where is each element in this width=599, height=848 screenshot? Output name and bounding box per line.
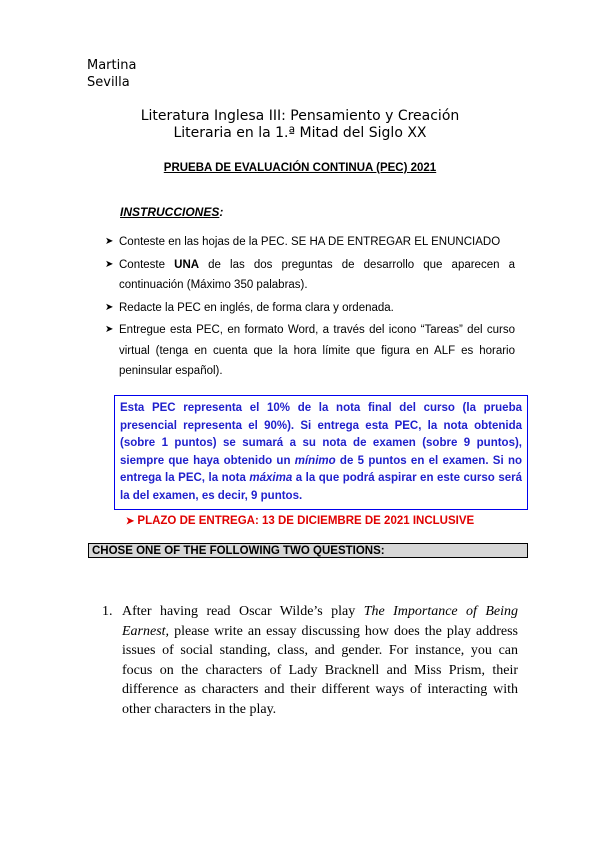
course-title-line1: Literatura Inglesa III: Pensamiento y Creación [140, 108, 460, 124]
course-title [60, 108, 540, 142]
instructions-heading-label: INSTRUCCIONES [120, 205, 220, 219]
notice-emphasis-maxima: máxima [249, 472, 293, 484]
deadline-text: PLAZO DE ENTREGA: 13 DE DICIEMBRE DE 2021 INCLUSIVE [137, 515, 475, 527]
instruction-item [105, 255, 515, 296]
instruction-text-pre: Conteste [119, 258, 175, 271]
pec-heading: PRUEBA DE EVALUACIÓN CONTINUA (PEC) 2021 [163, 162, 437, 174]
author-first-name: Martina [87, 58, 137, 73]
question-text-pre: After having read Oscar Wilde’s play [122, 604, 364, 619]
arrowhead-bullet-icon: ➤ [105, 258, 114, 270]
arrowhead-bullet-icon: ➤ [125, 516, 135, 527]
instruction-item [105, 232, 515, 253]
course-title-line2: Literaria en la 1.ª Mitad del Siglo XX [173, 125, 427, 141]
instruction-item [105, 320, 515, 382]
question-text [122, 602, 518, 719]
question-item [102, 602, 518, 719]
instructions-list [105, 232, 515, 384]
instruction-text: Entregue esta PEC, en formato Word, a través del icono “Tareas” del curso virtual (tenga en cuenta que la hora límite que figura en ALF es horario peninsular español). [119, 324, 515, 377]
instruction-text-bold: UNA [174, 258, 200, 271]
grading-notice-box [114, 395, 528, 510]
instruction-item [105, 298, 515, 319]
instruction-text-post: de las dos preguntas de desarrollo que aparecen a continuación (Máximo 350 palabras). [119, 258, 515, 291]
deadline-line [60, 515, 540, 527]
arrowhead-bullet-icon: ➤ [105, 301, 114, 313]
notice-text-3: a la que podrá aspirar en este curso será la del examen, es decir, 9 puntos. [120, 472, 522, 502]
play-title: The Importance of Being Earnest, [122, 604, 518, 639]
notice-text-1: Esta PEC representa el 10% de la nota final del curso (la prueba presencial representa el 90%). Si entrega esta PEC, la nota obtenida (sobre 1 puntos) se sumará a su nota de examen (sobre 9 puntos), siempre que haya obtenido un [120, 402, 522, 467]
author-name [87, 57, 136, 91]
instructions-heading-colon: : [219, 205, 224, 219]
notice-text-2: de 5 puntos en el examen. Si no entrega la PEC, la nota [120, 454, 522, 484]
question-number: 1. [102, 604, 113, 619]
author-last-name: Sevilla [87, 75, 130, 90]
instructions-heading [120, 205, 223, 219]
choose-question-heading: CHOSE ONE OF THE FOLLOWING TWO QUESTIONS: [88, 543, 528, 558]
question-text-post: please write an essay discussing how does the play address issues of social standing, class, and gender. For instance, you can focus on the characters of Lady Bracknell and Miss Prism, their difference as characters and their different ways of interacting with other characters in the play. [122, 623, 518, 717]
arrowhead-bullet-icon: ➤ [105, 236, 114, 247]
instruction-text: Redacte la PEC en inglés, de forma clara y ordenada. [119, 301, 394, 314]
notice-emphasis-minimo: mínimo [294, 454, 336, 467]
arrowhead-bullet-icon: ➤ [105, 324, 114, 335]
instruction-text: Conteste en las hojas de la PEC. SE HA DE ENTREGAR EL ENUNCIADO [119, 236, 501, 248]
